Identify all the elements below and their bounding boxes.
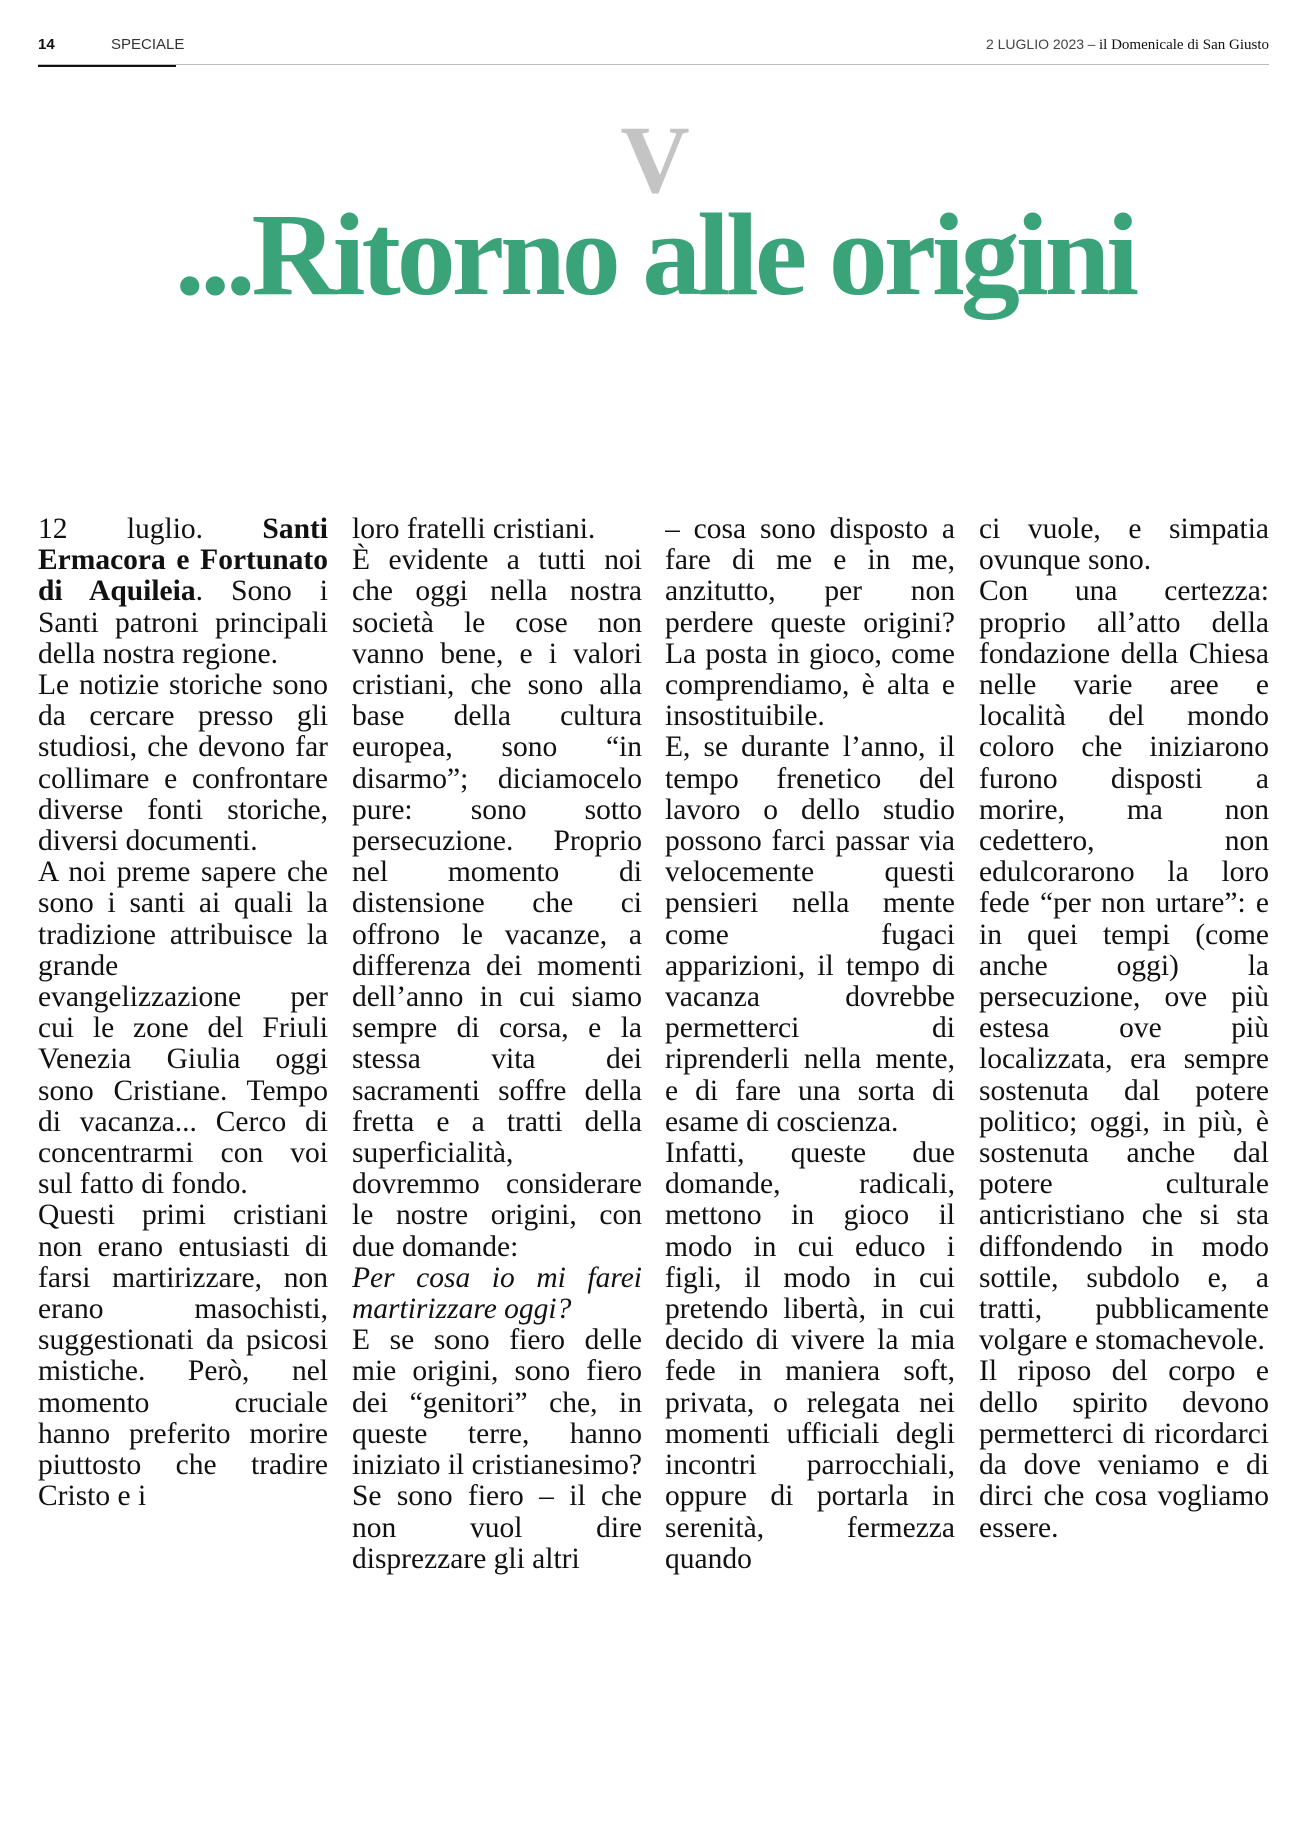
page-header bbox=[38, 34, 1269, 65]
paragraph-continued: ci vuole, e simpatia ovunque sono. bbox=[979, 514, 1269, 577]
paragraph-continued: loro fratelli cristiani. bbox=[352, 514, 596, 545]
intro-rest: . Sono i Santi patroni principali della nostra regione. bbox=[38, 575, 328, 670]
section-label: SPECIALE bbox=[111, 36, 185, 53]
paragraph: Infatti, queste due domande, radicali, mettono in gioco il modo in cui educo i figli, il modo in cui pretendo libertà, in cui decido di vivere la mia fede in maniera soft, privata, o relegata nei momenti ufficiali degli incontri parrocchiali, oppure di portarla in serenità, fermezza quando bbox=[665, 1137, 955, 1575]
paragraph: È evidente a tutti noi che oggi nella nostra società le cose non vanno bene, e i valori cristiani, che sono alla base della cultura europea, sono “in disarmo”; diciamocelo pure: sono sotto persecuzione. Proprio nel momento di distensione che ci offrono le vacanze, a differenza dei momenti dell’anno in cui siamo sempre di corsa, e la stessa vita dei sacramenti soffre della fretta e a tratti della superficialità, dovremmo considerare le nostre origini, con due domande: bbox=[352, 544, 642, 1263]
column-1 bbox=[38, 514, 328, 1584]
column-4 bbox=[979, 514, 1269, 1584]
paragraph: Questi primi cristiani non erano entusiasti di farsi martirizzare, non erano masochisti, suggestionati da psicosi mistiche. Però, nel momento cruciale hanno preferito morire piuttosto che tradire Cristo e i bbox=[38, 1199, 328, 1513]
intro-saints: Santi Ermacora e Fortunato di Aquileia bbox=[38, 514, 328, 608]
issue-date: 2 LUGLIO 2023 bbox=[985, 36, 1085, 52]
header-rule bbox=[38, 65, 176, 67]
chapter-numeral: V bbox=[620, 106, 690, 213]
paragraph: E, se durante l’anno, il tempo frenetico del lavoro o dello studio possono farci passar via velocemente questi pensieri nella mente come fugaci apparizioni, il tempo di vacanza dovrebbe permetterci di riprenderli nella mente, e di fare una sorta di esame di coscienza. bbox=[665, 731, 955, 1138]
paragraph: Con una certezza: proprio all’atto della fondazione della Chiesa nelle varie aree e località del mondo coloro che iniziarono furono disposti a morire, ma non cedettero, non edulcorarono la loro fede “per non urtare”: e in quei tempi (come anche oggi) la persecuzione, ove più estesa ove più localizzata, era sempre sostenuta dal potere politico; oggi, in più, è sostenuta anche dal potere culturale anticristiano che si sta diffondendo in modo sottile, subdolo e, a tratti, pubblicamente volgare e stomachevole. bbox=[979, 575, 1269, 1357]
paragraph: A noi preme sapere che sono i santi ai quali la tradizione attribuisce la grande evangelizzazione per cui le zone del Friuli Venezia Giulia oggi sono Cristiane. Tempo di vacanza... Cerco di concentrarmi con voi sul fatto di fondo. bbox=[38, 856, 328, 1201]
article-body bbox=[38, 514, 1270, 1584]
question-text: Per cosa io mi farei martirizzare oggi? bbox=[352, 1261, 642, 1326]
dateline-separator: – bbox=[1084, 37, 1100, 53]
italic-question bbox=[352, 1263, 642, 1325]
article-title: ...Ritorno alle origini bbox=[174, 189, 1136, 320]
intro-date: 12 luglio. bbox=[38, 514, 263, 545]
column-3 bbox=[665, 514, 955, 1584]
paragraph: Le notizie storiche sono da cercare presso gli studiosi, che devono far collimare e confrontare diverse fonti storiche, diversi documenti. bbox=[38, 669, 328, 858]
paragraph-continued: – cosa sono disposto a fare di me e in me, anzitutto, per non perdere queste origini? La posta in gioco, come comprendiamo, è alta e insostituibile. bbox=[665, 514, 955, 733]
paragraph: Il riposo del corpo e dello spirito devono permetterci di ricordarci da dove veniamo e di dirci che cosa vogliamo essere. bbox=[979, 1355, 1269, 1544]
paragraph: E se sono fiero delle mie origini, sono fiero dei “genitori” che, in queste terre, hanno iniziato il cristianesimo? Se sono fiero – il che non vuol dire disprezzare gli altri bbox=[352, 1324, 642, 1575]
publication-name: il Domenicale di San Giusto bbox=[1099, 37, 1269, 53]
paragraph-intro bbox=[38, 514, 328, 670]
header-dateline bbox=[986, 36, 1269, 54]
column-2 bbox=[352, 514, 642, 1584]
page-number: 14 bbox=[38, 36, 55, 53]
